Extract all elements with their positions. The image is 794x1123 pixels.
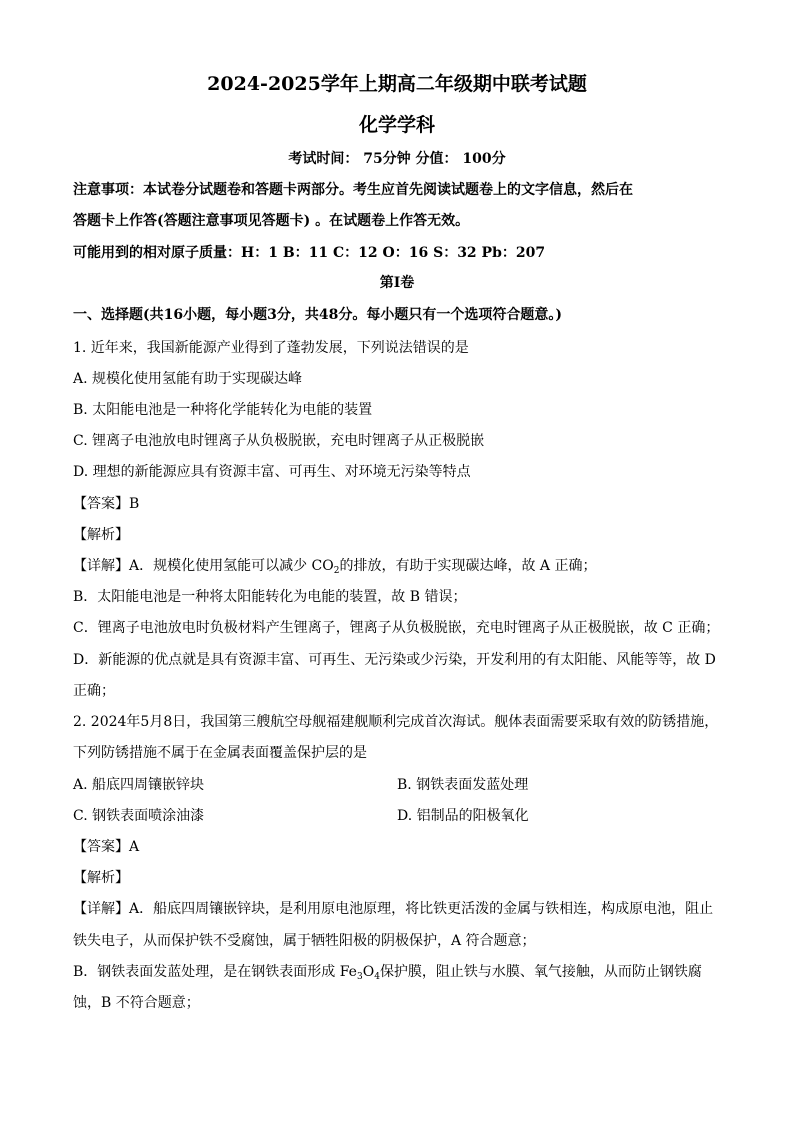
- q2-detail-a-line-1: 【详解】A．船底四周镶嵌锌块，是利用原电池原理，将比铁更活泼的金属与铁相连，构成原电池，阻止: [73, 901, 714, 917]
- q1-stem: 1. 近年来，我国新能源产业得到了蓬勃发展，下列说法错误的是: [73, 340, 469, 356]
- q2-detail-b-line-2: 蚀，B 不符合题意；: [73, 995, 200, 1011]
- q2-option-c: C. 钢铁表面喷涂油漆: [73, 808, 205, 824]
- q1-option-b: B. 太阳能电池是一种将化学能转化为电能的装置: [73, 402, 373, 418]
- section-heading: 一、选择题(共16小题，每小题3分，共48分。每小题只有一个选项符合题意。): [73, 307, 562, 323]
- q1-detail-d-line-2: 正确；: [73, 683, 115, 699]
- q1-answer: 【答案】B: [73, 496, 140, 512]
- volume-label: 第Ⅰ卷: [379, 275, 415, 291]
- q2-option-d: D. 铝制品的阳极氧化: [397, 808, 529, 824]
- q1-analysis-label: 【解析】: [73, 527, 129, 543]
- subject-title: 化学学科: [358, 114, 435, 136]
- notice-line-2: 答题卡上作答(答题注意事项见答题卡) 。在试题卷上作答无效。: [73, 213, 470, 229]
- q2-answer: 【答案】A: [73, 839, 140, 855]
- atomic-masses: 可能用到的相对原子质量：H：1 B：11 C：12 O：16 S：32 Pb：207: [73, 245, 546, 261]
- exam-info: 考试时间： 75分钟 分值： 100分: [288, 151, 506, 167]
- q2-option-b: B. 钢铁表面发蓝处理: [397, 777, 529, 793]
- q1-detail-b: B．太阳能电池是一种将太阳能转化为电能的装置，故 B 错误；: [73, 589, 467, 605]
- q1-option-a: A. 规模化使用氢能有助于实现碳达峰: [73, 371, 303, 387]
- q2-detail-b-line-1: B．钢铁表面发蓝处理，是在钢铁表面形成 $Fe_3O_4$保护膜，阻止铁与水膜、氧气接触，从而防止钢铁腐: [73, 964, 702, 982]
- q1-detail-c: C．锂离子电池放电时负极材料产生锂离子，锂离子从负极脱嵌，充电时锂离子从正极脱嵌，故 C 正确；: [73, 620, 720, 636]
- q1-detail-a: 【详解】A．规模化使用氢能可以减少 $CO_2$的排放，有助于实现碳达峰，故 A 正确；: [73, 558, 597, 576]
- q2-option-a: A. 船底四周镶嵌锌块: [73, 777, 205, 793]
- q1-option-c: C. 锂离子电池放电时锂离子从负极脱嵌，充电时锂离子从正极脱嵌: [73, 433, 485, 449]
- q1-option-d: D. 理想的新能源应具有资源丰富、可再生、对环境无污染等特点: [73, 464, 471, 480]
- q1-detail-d-line-1: D．新能源的优点就是具有资源丰富、可再生、无污染或少污染，开发利用的有太阳能、风能等等，故 D: [73, 652, 716, 668]
- notice-line-1: 注意事项：本试卷分试题卷和答题卡两部分。考生应首先阅读试题卷上的文字信息，然后在: [73, 182, 633, 198]
- q2-stem-line-1: 2. 2024年5月8日，我国第三艘航空母舰福建舰顺利完成首次海试。舰体表面需要采取有效的防锈措施，: [73, 714, 719, 730]
- exam-title: 2024-2025学年上期高二年级期中联考试题: [207, 73, 587, 95]
- q2-analysis-label: 【解析】: [73, 870, 129, 886]
- q2-detail-a-line-2: 铁失电子，从而保护铁不受腐蚀，属于牺牲阳极的阴极保护，A 符合题意；: [73, 933, 536, 949]
- q2-stem-line-2: 下列防锈措施不属于在金属表面覆盖保护层的是: [73, 745, 367, 761]
